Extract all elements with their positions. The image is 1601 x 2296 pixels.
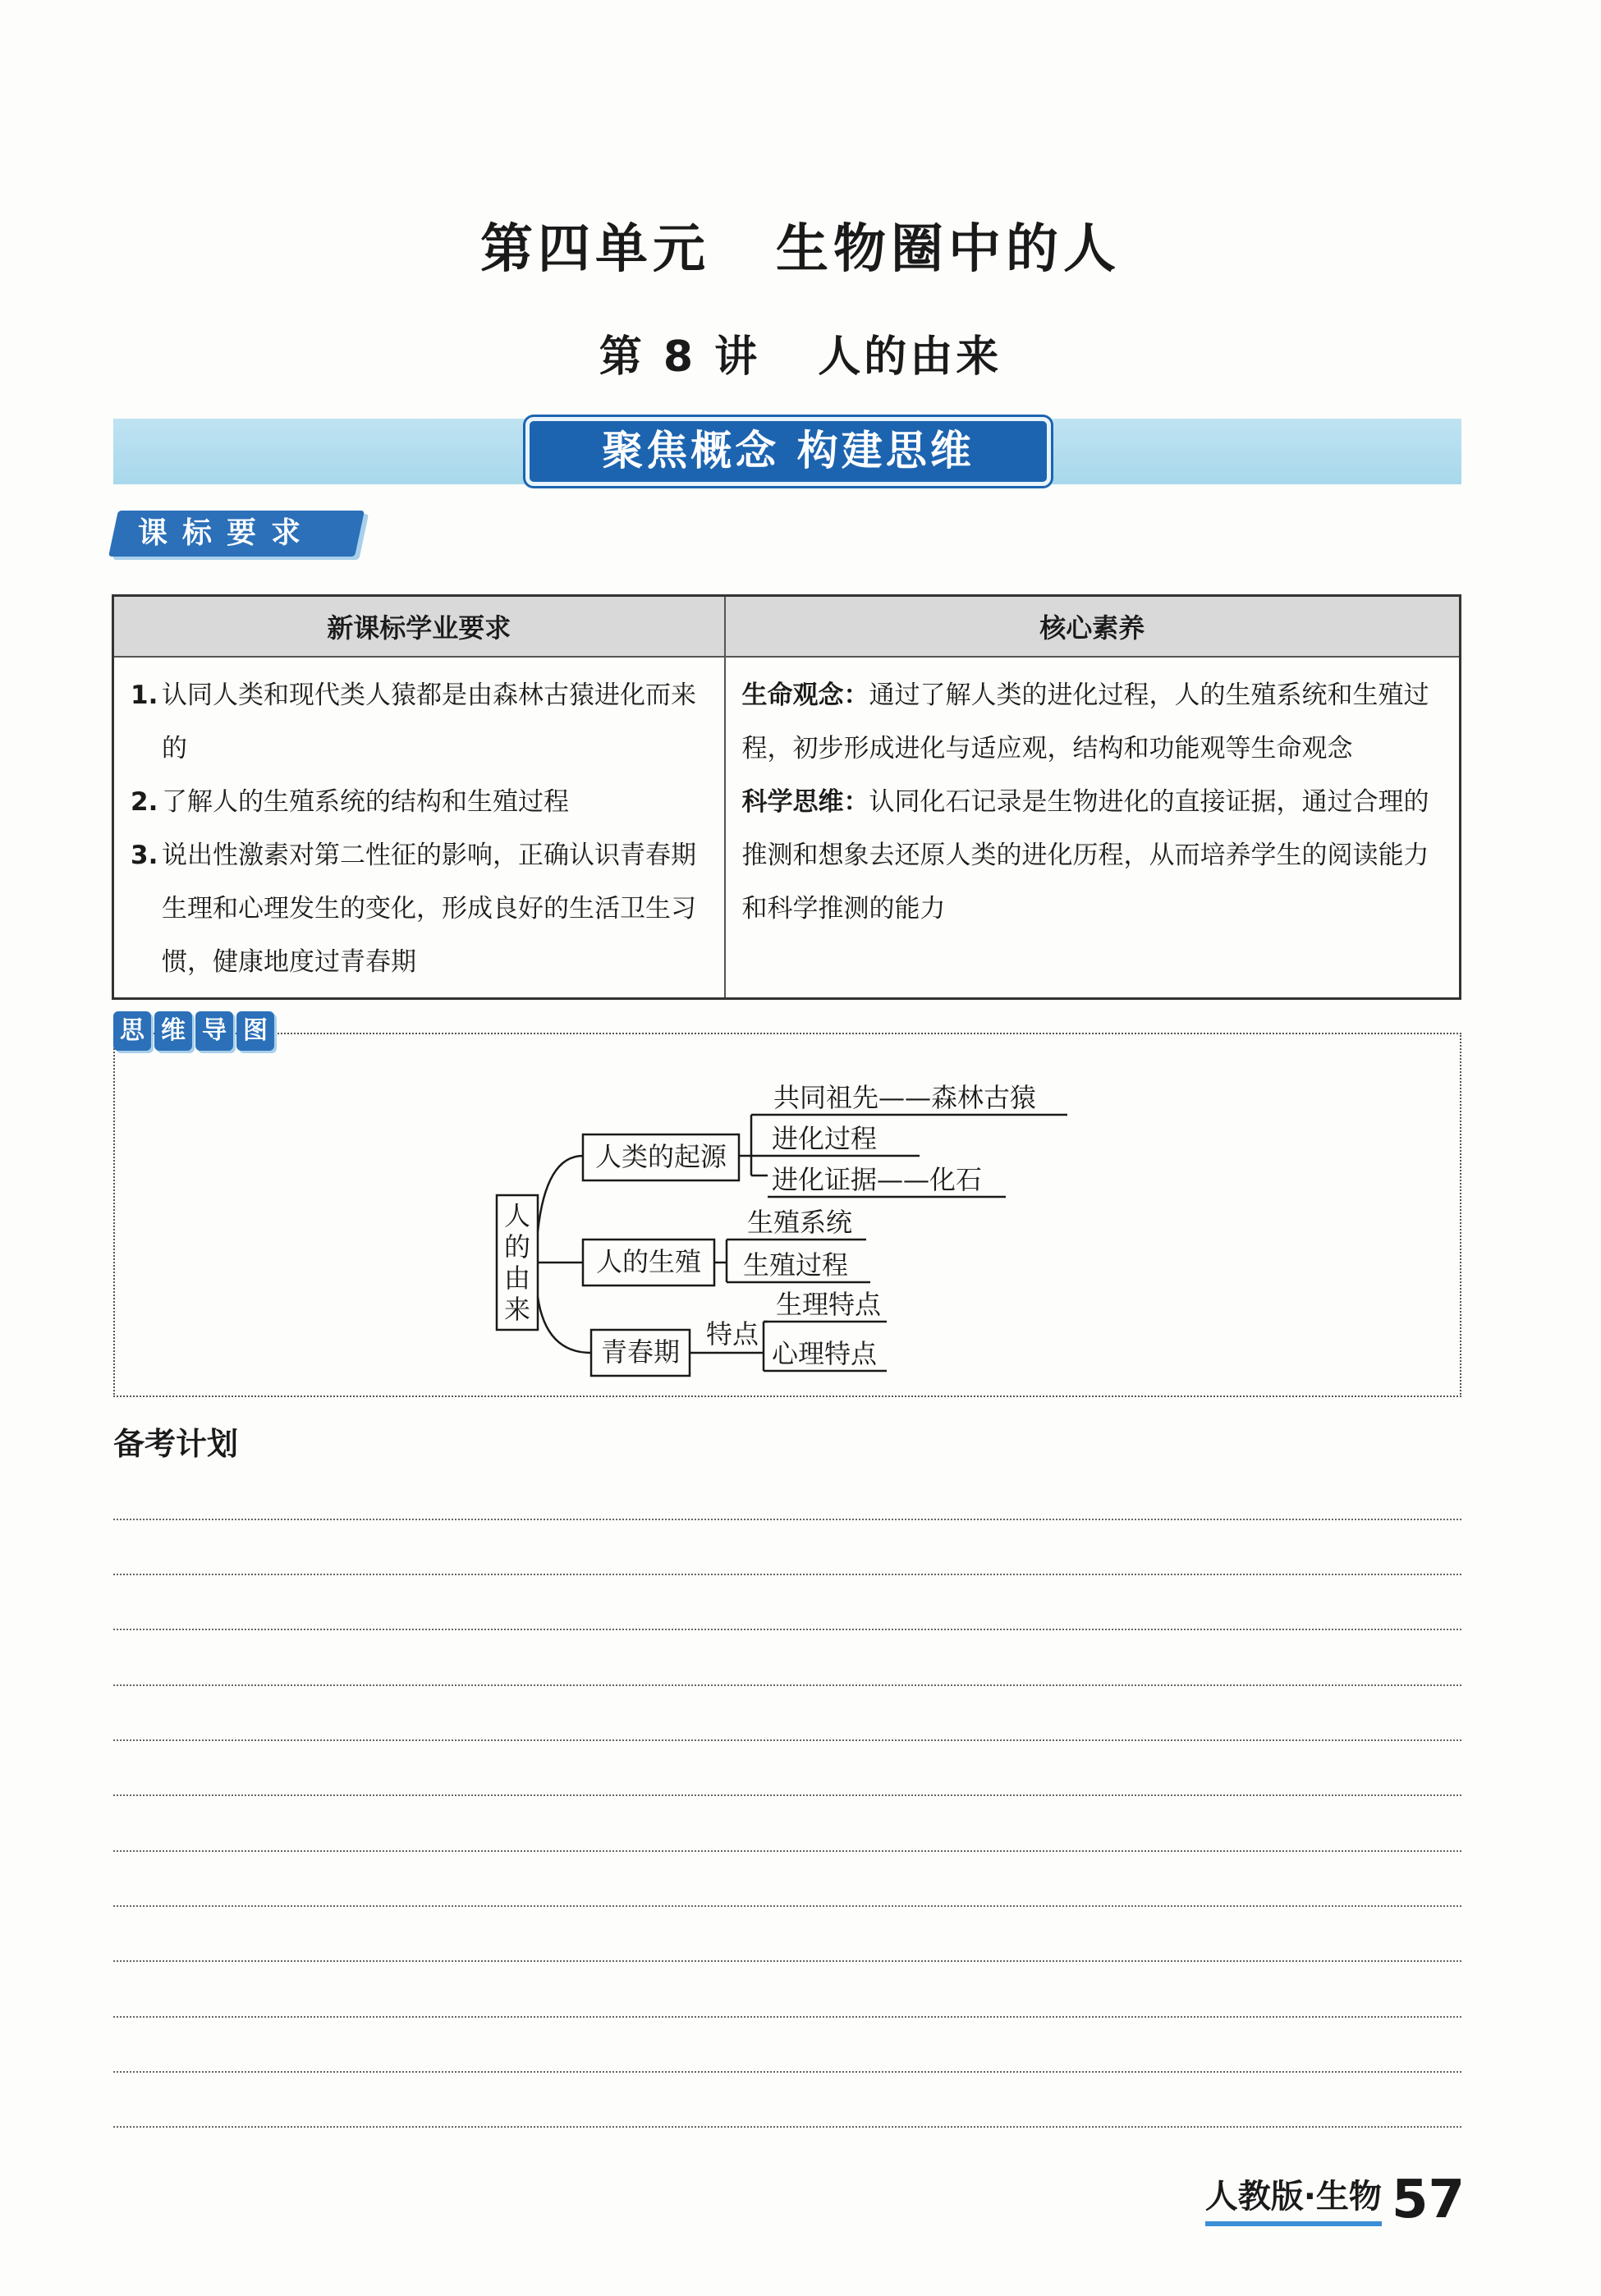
mindmap-connector	[538, 1156, 583, 1231]
plan-writing-line	[113, 1794, 1461, 1796]
plan-writing-line	[113, 1960, 1461, 1962]
mindmap-root-char: 的	[503, 1231, 531, 1263]
lecture-label: 第 8 讲	[599, 332, 761, 382]
standards-tag-label: 课标要求	[138, 516, 316, 550]
mindmap-connector	[739, 1115, 772, 1175]
mindmap-tag-char: 思	[113, 1011, 151, 1051]
literacy-label: 生命观念：	[741, 680, 869, 710]
mindmap-tag-char: 导	[195, 1011, 233, 1051]
mindmap-leaf: 共同祖先——森林古猿	[773, 1082, 1037, 1113]
mindmap-branch-label: 青春期	[600, 1336, 681, 1368]
table-header-literacy: 核心素养	[725, 596, 1461, 657]
requirement-number: 1.	[131, 680, 158, 710]
edition-label: 人教版·生物	[1205, 2174, 1382, 2226]
plan-writing-line	[113, 1850, 1461, 1852]
mindmap-branch-label: 人的生殖	[595, 1246, 702, 1277]
plan-writing-line	[113, 2016, 1461, 2018]
mindmap-root-char: 由	[503, 1263, 531, 1294]
mindmap-branch-label: 人类的起源	[594, 1141, 727, 1172]
plan-writing-line	[113, 1574, 1461, 1575]
mindmap-connector	[538, 1297, 591, 1353]
mindmap-leaf: 生殖系统	[747, 1207, 853, 1238]
plan-writing-line	[113, 1684, 1461, 1686]
mindmap-root-char: 人	[503, 1200, 531, 1231]
requirement-text: 了解人的生殖系统的结构和生殖过程	[162, 786, 569, 817]
unit-label: 第四单元	[480, 218, 710, 280]
requirement-number: 2.	[131, 786, 158, 817]
literacy-label: 科学思维：	[741, 786, 869, 817]
literacy-text: 认同化石记录是生物进化的直接证据，通过合理的推测和想象去还原人类的进化历程，从而培养学生的阅读能力和科学推测的能力	[741, 786, 1429, 923]
requirement-number: 3.	[131, 840, 158, 870]
unit-name: 生物圈中的人	[776, 218, 1121, 280]
page-footer	[1204, 2170, 1465, 2230]
plan-writing-line	[113, 2126, 1461, 2128]
mindmap-leaf: 进化过程	[772, 1123, 878, 1154]
plan-writing-line	[113, 1905, 1461, 1907]
plan-writing-line	[113, 1519, 1461, 1520]
requirement-text: 认同人类和现代类人猿都是由森林古猿进化而来的	[162, 680, 696, 763]
study-plan-title: 备考计划	[113, 1426, 239, 1462]
mindmap-connector	[714, 1240, 743, 1282]
mindmap-tag-char: 图	[236, 1011, 274, 1051]
lecture-name: 人的由来	[818, 332, 1002, 382]
mindmap-leaf: 生殖过程	[743, 1249, 849, 1281]
plan-writing-line	[113, 1629, 1461, 1630]
mindmap-leaf: 进化证据——化石	[772, 1164, 983, 1195]
mindmap-connector	[764, 1322, 768, 1371]
literacy-text: 通过了解人类的进化过程，人的生殖系统和生殖过程，初步形成进化与适应观，结构和功能观等生命观念	[741, 680, 1429, 763]
plan-writing-line	[113, 1739, 1461, 1741]
mindmap-tag-char: 维	[154, 1011, 192, 1051]
mindmap-leaf: 生理特点	[776, 1289, 882, 1320]
mindmap-leaf: 心理特点	[772, 1338, 878, 1369]
plan-writing-line	[113, 2071, 1461, 2073]
page-number: 57	[1391, 2170, 1465, 2230]
requirement-text: 说出性激素对第二性征的影响，正确认识青春期生理和心理发生的变化，形成良好的生活卫生习惯，健康地度过青春期	[162, 840, 696, 977]
mindmap-root-char: 来	[503, 1294, 531, 1325]
mindmap-connector-label: 特点	[706, 1318, 759, 1350]
table-header-requirements: 新课标学业要求	[113, 596, 725, 657]
section-banner-title: 聚焦概念 构建思维	[525, 417, 1051, 486]
